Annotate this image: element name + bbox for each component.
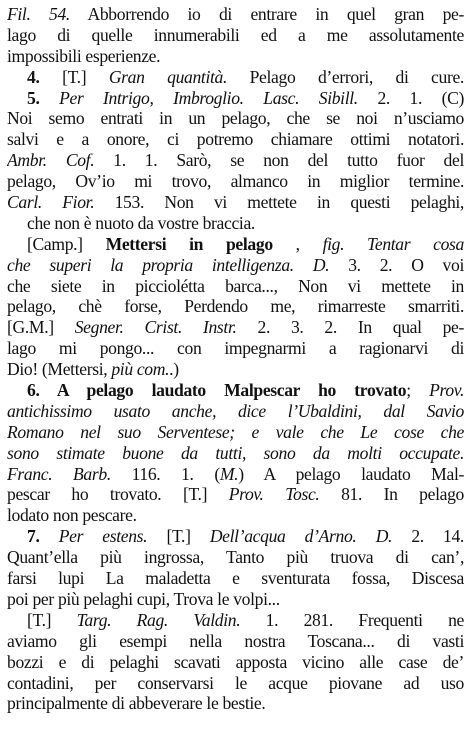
text-segment: 2. 14. xyxy=(392,526,464,547)
entry-4-line xyxy=(7,67,464,88)
text-segment: aviamo gli esempi nella nostra Toscana... di vasti xyxy=(7,630,464,651)
text-line xyxy=(7,589,464,610)
text-line xyxy=(7,547,464,568)
text-segment: Per Intrigo, Imbroglio. Lasc. Sibill. xyxy=(59,87,358,108)
text-segment: Abborrendo io di entrare in quel gran pe- xyxy=(69,4,464,24)
text-segment: salvi e a onore, ci potremo chiamare ottimi notatori. xyxy=(7,129,464,150)
text-segment: 2. 1. (C) xyxy=(357,87,464,108)
text-segment xyxy=(40,88,60,108)
text-segment: Pelago d’errori, di cure. xyxy=(227,66,464,87)
text-segment: 116. 1. ( xyxy=(110,463,220,484)
text-segment: fig. Tentar cosa xyxy=(322,233,464,254)
text-line xyxy=(7,46,464,67)
text-segment: .) xyxy=(169,359,179,380)
text-segment: 153. Non vi mettete in questi pelaghi, xyxy=(94,192,464,213)
text-segment: bozzi e di pelaghi scavati apposta vicino alle case de’ xyxy=(7,651,464,672)
text-segment: Prov. Tosc. xyxy=(228,484,320,505)
text-line xyxy=(7,401,464,422)
text-segment: Dell’acqua d’Arno. D. xyxy=(209,526,393,547)
text-segment: che superi la propria intelligenza. D. xyxy=(7,254,330,275)
text-line xyxy=(7,4,464,25)
text-segment: Franc. Barb. xyxy=(7,463,111,484)
text-segment: 4. xyxy=(27,66,40,87)
text-line xyxy=(7,631,464,652)
text-line xyxy=(7,338,464,359)
text-segment: 7. xyxy=(27,526,40,547)
text-segment: principalmente di abbeverare le bestie. xyxy=(7,693,266,714)
text-segment: [T.] xyxy=(27,609,77,630)
text-segment: lago di quelle innumerabili ed a me assolutamente xyxy=(7,24,464,45)
camp-line xyxy=(7,234,464,255)
text-segment: [G.M.] xyxy=(7,317,75,338)
text-segment: [Camp.] xyxy=(27,233,106,254)
text-segment: Targ. Rag. Valdin. xyxy=(76,609,241,630)
text-segment: , xyxy=(272,233,323,254)
text-segment: Prov. xyxy=(410,380,464,401)
text-segment: Dio! (Mettersi, xyxy=(7,359,112,380)
text-line xyxy=(7,25,464,46)
text-segment: Per estens. xyxy=(58,526,148,547)
text-segment: 5. xyxy=(27,87,40,108)
text-segment: Segner. Crist. Instr. xyxy=(74,317,237,338)
text-line xyxy=(7,673,464,694)
text-segment: Quant’ella più ingrossa, Tanto più truova di can’, xyxy=(7,547,464,568)
text-segment: impossibili esperienze. xyxy=(7,45,161,66)
text-segment: che non è nuoto da vostre braccia. xyxy=(27,212,255,233)
text-segment: pescar ho trovato. [T.] xyxy=(7,484,229,505)
text-segment xyxy=(40,526,59,546)
text-segment: [T.] xyxy=(147,526,210,547)
text-segment: 2. 3. 2. In qual pe- xyxy=(236,317,464,338)
text-line xyxy=(7,171,464,192)
targ-line xyxy=(7,610,464,631)
text-line xyxy=(7,150,464,171)
entry-5-line xyxy=(7,88,464,109)
text-segment: Carl. Fior. xyxy=(7,192,95,213)
text-line xyxy=(7,568,464,589)
text-line xyxy=(7,359,464,380)
text-segment: pelago, chè forse, Perdendo me, rimarreste smarriti. xyxy=(7,296,464,317)
entry-6-line xyxy=(7,380,464,401)
text-segment: contadini, per conservarsi le acque piovane ad uso xyxy=(7,672,464,693)
text-segment: ) A pelago laudato Mal- xyxy=(238,463,464,484)
text-segment: Fil. 54. xyxy=(7,4,70,24)
text-segment: 1. 1. Sarò, se non del tutto fuor del xyxy=(94,150,464,171)
text-line xyxy=(7,213,464,234)
text-segment: [T.] xyxy=(39,66,109,87)
text-segment: 1. 281. Frequenti ne xyxy=(240,609,464,630)
text-segment: 6. A pelago laudato Malpescar ho trovato xyxy=(27,380,407,401)
text-line xyxy=(7,443,464,464)
text-segment: ; xyxy=(406,380,411,401)
text-segment: poi per più pelaghi cupi, Trova le volpi... xyxy=(7,588,280,609)
text-segment: Noi semo entrati in un pelago, che se noi n’usciamo xyxy=(7,108,464,129)
text-line xyxy=(7,422,464,443)
text-segment: Gran quantità. xyxy=(108,66,228,87)
text-segment: 81. In pelago xyxy=(319,484,464,505)
text-line xyxy=(7,317,464,338)
text-line xyxy=(7,296,464,317)
text-line xyxy=(7,129,464,150)
text-segment: sono stimate buone da tutti, sono da molti occupate. xyxy=(7,442,464,463)
text-segment: Romano nel suo Serventese; e vale che Le cose che xyxy=(7,421,464,442)
text-line xyxy=(7,276,464,297)
text-line xyxy=(7,652,464,673)
text-segment: lodato non pescare. xyxy=(7,505,137,526)
text-line xyxy=(7,693,464,714)
text-line xyxy=(7,464,464,485)
text-segment: lago mi pongo... con impegnarmi a ragionarvi di xyxy=(7,338,464,359)
text-segment: M. xyxy=(219,463,239,484)
text-segment: che siete in picciolétta barca..., Non vi mettete in xyxy=(7,275,464,296)
text-line xyxy=(7,505,464,526)
text-segment: più com. xyxy=(111,359,170,380)
text-segment: 3. 2. O voi xyxy=(329,254,464,275)
text-line xyxy=(7,484,464,505)
text-segment: farsi lupi La maladetta e sventurata fossa, Discesa xyxy=(7,568,464,589)
text-segment: antichissimo usato anche, dice l’Ubaldini, dal Savio xyxy=(7,400,464,421)
text-line xyxy=(7,255,464,276)
text-line xyxy=(7,108,464,129)
text-segment: Ambr. Cof. xyxy=(7,150,95,171)
text-segment: Mettersi in pelago xyxy=(105,233,273,254)
text-line xyxy=(7,192,464,213)
text-segment: pelago, Ov’io mi trovo, almanco in miglior termine. xyxy=(7,171,464,192)
entry-7-line xyxy=(7,526,464,547)
